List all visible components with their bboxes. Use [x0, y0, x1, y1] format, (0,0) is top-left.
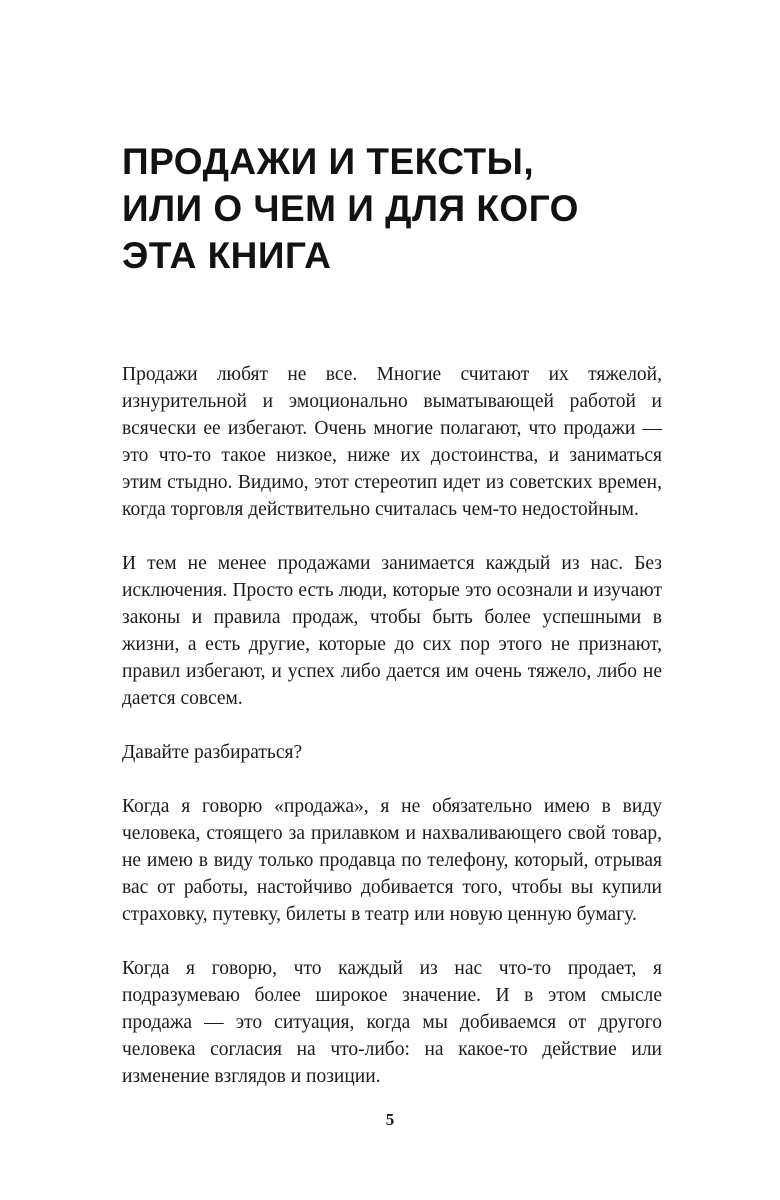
paragraph-5: Когда я говорю, что каждый из нас что-то продает, я подразумеваю более широкое значение. И в этом смысле продажа — это ситуация, когда мы добиваемся от другого человека согласия на что-либо: на какое-то действие или изменение взглядов и позиции. [122, 958, 662, 1087]
paragraph-2: И тем не менее продажами занимается каждый из нас. Без исключения. Просто есть люди, которые это осознали и изучают законы и правила продаж, чтобы быть более успешными в жизни, а есть другие, которые до сих пор этого не признают, правил избегают, и успех либо дается им очень тяжело, либо не дается совсем. [122, 553, 662, 709]
chapter-body [122, 361, 662, 1090]
paragraph-3: Давайте разбираться? [122, 742, 303, 763]
paragraph-1: Продажи любят не все. Многие считают их тяжелой, изнурительной и эмоционально выматывающей работой и всячески ее избегают. Очень многие полагают, что продажи — это что-то такое низкое, ниже их достоинства, и заниматься этим стыдно. Видимо, этот стереотип идет из советских времен, когда торговля действительно считалась чем-то недостойным. [122, 364, 662, 520]
chapter-title-line-1: ПРОДАЖИ И ТЕКСТЫ, [122, 141, 535, 182]
paragraph-4: Когда я говорю «продажа», я не обязательно имею в виду человека, стоящего за прилавком и нахваливающего свой товар, не имею в виду только продавца по телефону, который, отрывая вас от работы, настойчиво добивается того, чтобы вы купили страховку, путевку, билеты в театр или новую ценную бумагу. [122, 796, 662, 925]
chapter-title-line-3: ЭТА КНИГА [122, 235, 332, 276]
chapter-title-line-2: ИЛИ О ЧЕМ И ДЛЯ КОГО [122, 188, 579, 229]
chapter-title [122, 138, 662, 279]
page-number: 5 [385, 1110, 395, 1129]
